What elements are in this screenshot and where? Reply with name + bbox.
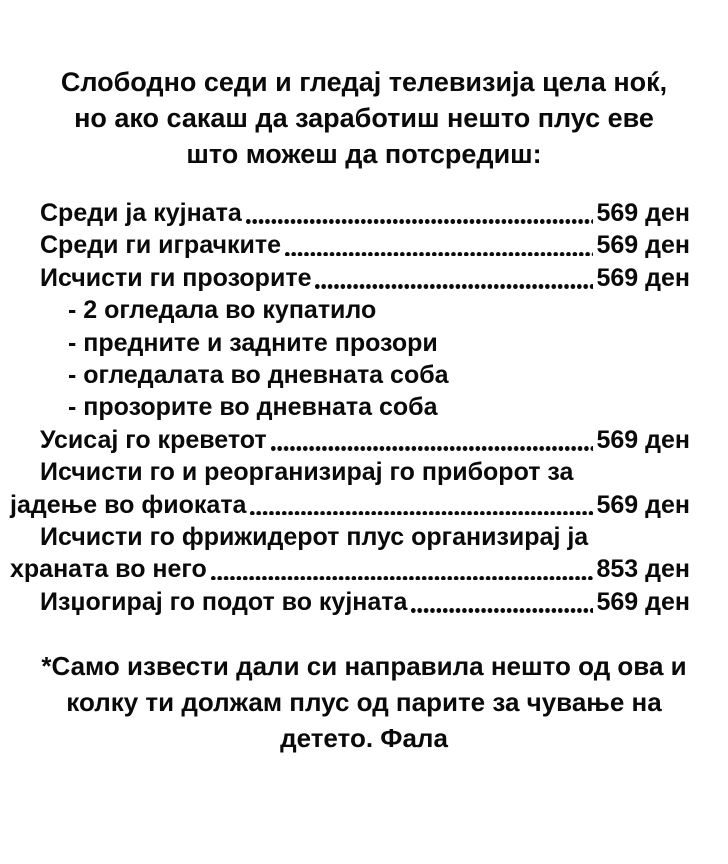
intro-line-2: но ако сакаш да заработиш нешто плус еве — [74, 103, 654, 133]
sub-item-label: - предните и задните прозори — [68, 328, 438, 357]
dot-leader — [281, 229, 596, 261]
sub-item-label: - прозорите во дневната соба — [68, 393, 438, 422]
sub-item-label: - огледалата во дневната соба — [68, 360, 449, 389]
chore-label: Среди ја кујната — [40, 199, 242, 227]
dot-leader — [267, 424, 597, 456]
chore-price: 569 ден — [596, 199, 690, 227]
intro-line-1: Слободно седи и гледај телевизија цела ноќ, — [60, 67, 668, 97]
chore-label: Среди ги играчките — [40, 231, 282, 260]
price-list-row-wrap-cont — [0, 553, 728, 585]
chore-label: Усисај го креветот — [40, 425, 267, 454]
intro-line-3: што можеш да потсредиш: — [186, 139, 542, 169]
chore-price: 569 ден — [596, 263, 690, 292]
dot-leader — [242, 197, 597, 229]
price-list-row-wrap-cont — [0, 489, 728, 521]
chore-label: Изџогирај го подот во кујната — [40, 587, 408, 616]
sub-item-row — [0, 391, 728, 423]
price-list-row — [0, 197, 728, 229]
sub-item-row — [0, 294, 728, 326]
sub-item-label: - 2 огледала во купатило — [68, 296, 377, 325]
chore-price: 569 ден — [596, 231, 690, 260]
dot-leader — [207, 553, 597, 585]
footnote-line-1: *Само извести дали си направила нешто од ова и — [41, 651, 687, 682]
footnote-line-3: детето. Фала — [280, 723, 448, 754]
footnote-paragraph — [0, 648, 728, 756]
chore-label: Исчисти ги прозорите — [40, 263, 312, 292]
dot-leader — [407, 586, 596, 618]
chore-label: храната во него — [10, 555, 207, 584]
dot-leader — [246, 489, 596, 521]
price-list-row-wrap-first — [0, 521, 728, 553]
chore-price: 569 ден — [596, 587, 690, 616]
chore-price: 569 ден — [596, 490, 690, 519]
price-list-row — [0, 229, 728, 261]
price-list-row — [0, 262, 728, 294]
sub-item-row — [0, 327, 728, 359]
sub-item-row — [0, 359, 728, 391]
chore-price: 853 ден — [596, 555, 690, 584]
chore-label: Исчисти го фрижидерот плус организирај ја — [40, 522, 589, 551]
dot-leader — [311, 262, 596, 294]
price-list-row — [0, 424, 728, 456]
chore-price-list — [0, 197, 728, 618]
chore-label: Исчисти го и реорганизирај го приборот за — [40, 458, 574, 487]
price-list-row-wrap-first — [0, 456, 728, 488]
price-list-row — [0, 586, 728, 618]
footnote-line-2: колку ти должам плус од парите за чување на — [66, 687, 662, 718]
chore-label: јадење во фиоката — [10, 490, 247, 519]
chore-price: 569 ден — [596, 425, 690, 454]
intro-paragraph — [0, 64, 728, 172]
